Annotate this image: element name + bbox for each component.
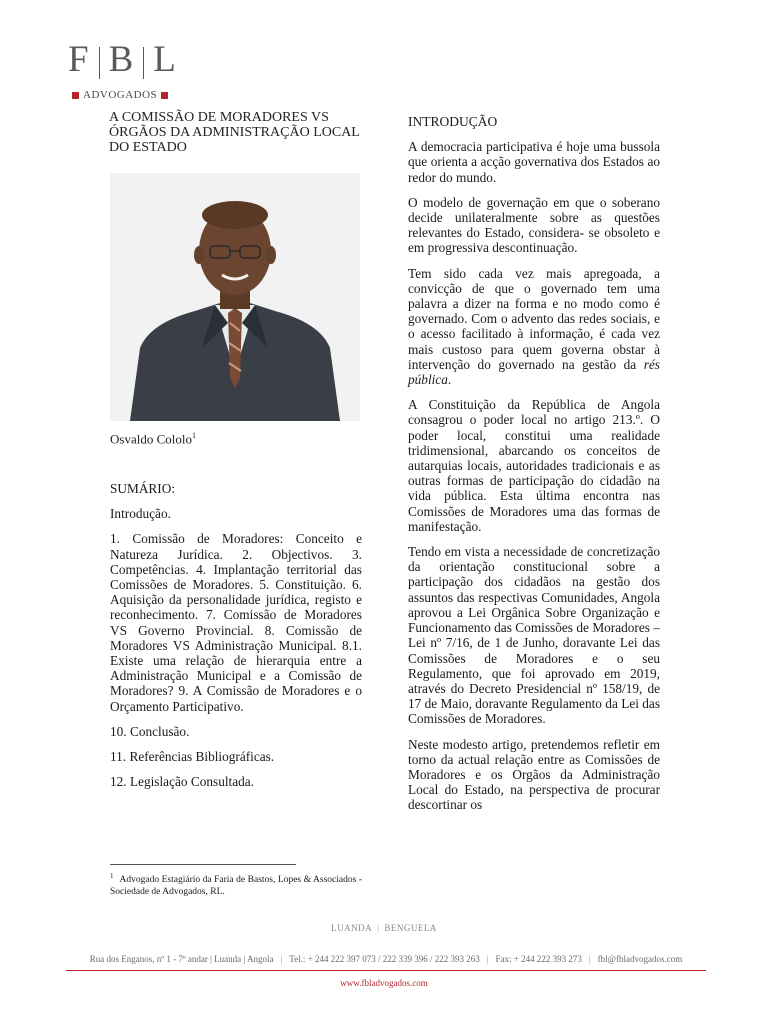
introduction-heading: INTRODUÇÃO bbox=[408, 114, 498, 129]
red-square-icon bbox=[72, 92, 79, 99]
paragraph: Neste modesto artigo, pretendemos refletir em torno da actual relação entre as Comissões de Moradores e os Orgãos da Administração Local do Estado, na perspectiva de procurar descortinar os bbox=[408, 736, 660, 813]
paragraph-text: Tem sido cada vez mais apregoada, a convicção de que o governado tem uma palavra a dizer na forma e no modo como é governado. Com o advento das redes sociais, e o acesso facilitado à informação, é cada vez mais custoso para quem governa obstar à intervenção do governado na gestão da bbox=[408, 265, 660, 372]
paragraph-text: . bbox=[447, 372, 452, 388]
footer-divider bbox=[66, 970, 706, 971]
logo-letter-f: F bbox=[68, 39, 90, 80]
summary-item: Introdução. bbox=[110, 506, 171, 522]
paragraph bbox=[408, 266, 660, 388]
office-benguela: BENGUELA bbox=[384, 923, 437, 933]
paragraph: O modelo de governação em que o soberano decide unilateralmente sobre as questões relevantes do Estado, considera- se obsoleto e em progressiva descontinuação. bbox=[408, 194, 660, 256]
summary-item: 12. Legislação Consultada. bbox=[110, 774, 255, 790]
logo-subtitle bbox=[68, 89, 188, 101]
office-luanda: LUANDA bbox=[331, 923, 373, 933]
paragraph: A Constituição da República de Angola consagrou o poder local no artigo 213.º. O poder local, constitui uma realidade tridimensional, abarcando os conceitos de autarquias locais, autoridades tradicionais e as outras formas de participação do cidadão na vida pública. Esta última encontra nas Comissões de Moradores uma das formas de manifestação. bbox=[408, 397, 660, 534]
address-text: Rua dos Enganos, nº 1 - 7º andar | Luanda | Angola bbox=[89, 954, 274, 964]
footnote-text: Advogado Estagiário da Faria de Bastos, Lopes & Associados - Sociedade de Advogados, RL. bbox=[110, 875, 362, 898]
logo-letters bbox=[68, 40, 188, 80]
office-locations: LUANDA | BENGUELA bbox=[331, 923, 437, 933]
contact-line: Rua dos Enganos, nº 1 - 7º andar | Luanda | Angola | Tel.: + 244 222 397 073 / 222 339 396 / 222 393 263 | Fax: + 244 222 393 273 | fbl@fbladvogados.com bbox=[89, 954, 683, 964]
summary-item: 11. Referências Bibliográficas. bbox=[110, 749, 275, 765]
italic-term: rés pública bbox=[408, 356, 660, 388]
summary-item: 10. Conclusão. bbox=[110, 723, 190, 739]
email-link[interactable]: fbl@fbladvogados.com bbox=[597, 954, 683, 964]
fax-text: Fax: + 244 222 393 273 bbox=[495, 954, 582, 964]
logo-divider bbox=[99, 47, 100, 79]
summary-section bbox=[110, 481, 362, 799]
phone-text: Tel.: + 244 222 397 073 / 222 339 396 / 222 393 263 bbox=[289, 954, 480, 964]
footnote-divider bbox=[110, 864, 296, 865]
summary-item: 1. Comissão de Moradores: Conceito e Natureza Jurídica. 2. Objectivos. 3. Competências. 4. Implantação territorial das Comissões de Moradores. 5. Constituição. 6. Aquisição da personalidade jurídica, registo e reconhecimento. 7. Comissão de Moradores VS Governo Provincial. 8. Comissão de Moradores VS Administração Municipal. 8.1. Existe uma relação de hierarquia entre a Administração Municipal e a Comissão de Moradores? 9. A Comissão de Moradores e o Orçamento Participativo. bbox=[110, 531, 362, 714]
firm-logo bbox=[68, 40, 188, 101]
footnote-reference[interactable]: 1 bbox=[191, 431, 196, 440]
paragraph: Tendo em vista a necessidade de concretização da orientação constitucional sobre a participação dos cidadãos na gestão dos assuntos das respectivas Comunidades, Angola aprovou a Lei Orgânica Sobre Organização e Funcionamento das Comissões de Moradores – Lei nº 7/16, de 1 de Junho, doravante Lei das Comissões de Moradores e o seu Regulamento, que foi aprovado em 2019, através do Decreto Presidencial nº 158/19, de 17 de Maio, doravante Regulamento da Lei das Comissões de Moradores. bbox=[408, 544, 660, 727]
red-square-icon bbox=[161, 92, 168, 99]
paragraph: A democracia participativa é hoje uma bussola que orienta a acção governativa dos Estados ao redor do mundo. bbox=[408, 139, 660, 185]
website-link[interactable]: www.fbladvogados.com bbox=[340, 978, 428, 988]
author-name bbox=[110, 431, 196, 447]
logo-divider bbox=[143, 47, 144, 79]
summary-heading: SUMÁRIO: bbox=[110, 481, 176, 496]
logo-subtitle-text: ADVOGADOS bbox=[83, 89, 158, 101]
article-title: A COMISSÃO DE MORADORES VS ÓRGÃOS DA ADMINISTRAÇÃO LOCAL DO ESTADO bbox=[109, 110, 360, 155]
footnote-number: 1 bbox=[110, 872, 114, 880]
author-photo bbox=[110, 173, 360, 421]
introduction-section bbox=[408, 114, 660, 823]
logo-letter-l: L bbox=[153, 39, 177, 80]
footnote bbox=[110, 870, 362, 898]
author-portrait-illustration bbox=[110, 173, 360, 421]
logo-letter-b: B bbox=[108, 39, 135, 80]
author-name-text: Osvaldo Cololo bbox=[110, 431, 192, 447]
